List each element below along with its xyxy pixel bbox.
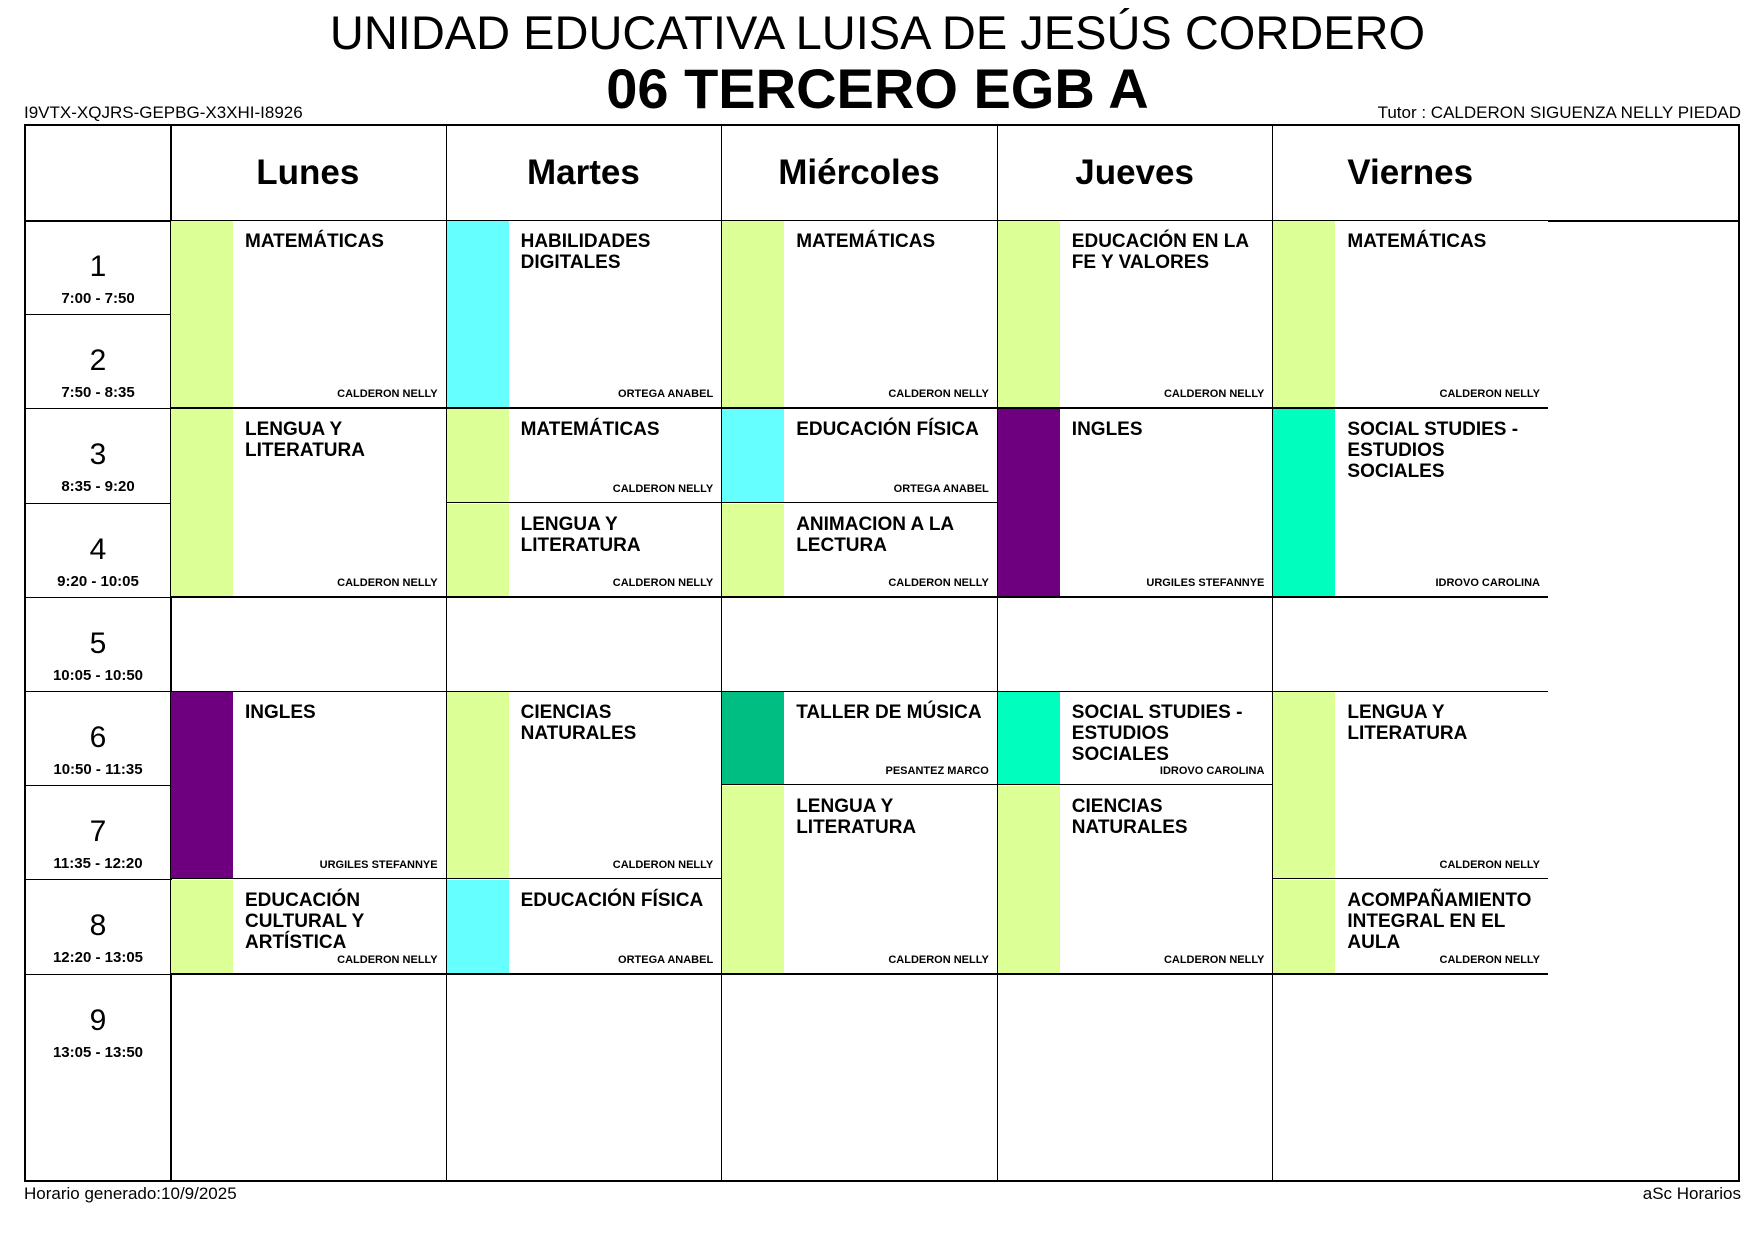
lesson-subject: LENGUA Y LITERATURA [520, 513, 641, 556]
lesson-teacher: CALDERON NELLY [1163, 388, 1265, 401]
subject-color-stripe [447, 880, 509, 972]
lesson-teacher: IDROVO CAROLINA [1159, 765, 1265, 778]
subject-color-stripe [722, 786, 784, 972]
subject-color-stripe [998, 409, 1060, 595]
period-time: 10:05 - 10:50 [52, 666, 144, 684]
row-divider [26, 785, 170, 786]
subject-color-stripe [171, 692, 233, 878]
row-divider [26, 691, 170, 692]
row-divider [26, 879, 170, 880]
lesson-card[interactable] [1273, 221, 1548, 408]
period-number: 3 [89, 438, 107, 472]
subject-color-stripe [722, 692, 784, 784]
lesson-subject: MATEMÁTICAS [1347, 231, 1487, 252]
lesson-card[interactable] [998, 221, 1273, 408]
subject-color-stripe [171, 221, 233, 407]
lesson-card[interactable] [171, 409, 446, 596]
lesson-teacher: CALDERON NELLY [337, 953, 438, 966]
subject-color-stripe [722, 221, 784, 407]
lesson-card[interactable] [722, 692, 997, 785]
period-number: 1 [89, 250, 107, 283]
period-number: 6 [89, 721, 107, 754]
subject-color-stripe [171, 409, 233, 595]
lesson-teacher: CALDERON NELLY [888, 388, 989, 401]
day-header-1: Martes [526, 153, 640, 192]
subject-color-stripe [998, 692, 1060, 784]
lesson-teacher: CALDERON NELLY [337, 576, 438, 589]
school-name: UNIDAD EDUCATIVA LUISA DE JESÚS CORDERO [329, 6, 1426, 59]
lesson-card[interactable] [447, 692, 722, 879]
subject-color-stripe [998, 221, 1060, 407]
row-divider [26, 597, 170, 598]
row-divider [26, 503, 170, 504]
lesson-subject: ACOMPAÑAMIENTO INTEGRAL EN EL AULA [1347, 890, 1532, 954]
lesson-card[interactable] [722, 786, 997, 973]
row-divider [170, 597, 1548, 598]
period-cell [26, 408, 170, 502]
lesson-card[interactable] [447, 504, 722, 597]
period-time: 11:35 - 12:20 [53, 855, 143, 873]
period-number: 4 [89, 532, 107, 566]
subject-color-stripe [1273, 692, 1335, 878]
lesson-teacher: ORTEGA ANABEL [618, 953, 714, 966]
subject-color-stripe [447, 504, 509, 596]
day-header-4: Viernes [1347, 153, 1474, 192]
lesson-subject: LENGUA Y LITERATURA [245, 419, 365, 462]
lesson-card[interactable] [722, 504, 997, 597]
period-number: 9 [89, 1003, 107, 1037]
period-cell [26, 503, 170, 597]
lesson-card[interactable] [171, 221, 446, 408]
lesson-subject: SOCIAL STUDIES - ESTUDIOS SOCIALES [1071, 702, 1243, 765]
lesson-subject: EDUCACIÓN EN LA FE Y VALORES [1071, 231, 1249, 273]
row-divider [26, 408, 170, 409]
lesson-card[interactable] [447, 221, 722, 408]
period-time: 7:00 - 7:50 [61, 290, 135, 307]
class-title: 06 TERCERO EGB A [606, 57, 1149, 120]
period-cell [26, 879, 170, 973]
lesson-teacher: CALDERON NELLY [612, 576, 714, 589]
generator-brand: aSc Horarios [1642, 1184, 1741, 1203]
lesson-teacher: CALDERON NELLY [612, 859, 714, 872]
lesson-card[interactable] [722, 221, 997, 408]
subject-color-stripe [1273, 221, 1335, 407]
lesson-subject: INGLES [1071, 419, 1143, 441]
period-time: 12:20 - 13:05 [52, 949, 144, 967]
lesson-subject: HABILIDADES DIGITALES [520, 231, 651, 273]
period-time: 13:05 - 13:50 [52, 1043, 144, 1061]
subject-color-stripe [447, 692, 509, 878]
generated-date: Horario generado:10/9/2025 [24, 1184, 237, 1203]
timetable-code: I9VTX-XQJRS-GEPBG-X3XHI-I8926 [24, 103, 303, 122]
day-header-2: Miércoles [778, 153, 940, 192]
lesson-teacher: CALDERON NELLY [1439, 859, 1540, 872]
subject-color-stripe [171, 880, 233, 972]
subject-color-stripe [447, 221, 509, 407]
lesson-card[interactable] [998, 786, 1273, 973]
period-number: 8 [89, 909, 107, 943]
lesson-teacher: URGILES STEFANNYE [1146, 576, 1265, 589]
lesson-subject: LENGUA Y LITERATURA [1347, 702, 1468, 744]
subject-color-stripe [1273, 880, 1335, 972]
subject-color-stripe [722, 409, 784, 501]
period-cell [26, 314, 170, 408]
lesson-card[interactable] [1273, 692, 1548, 879]
period-number: 2 [89, 344, 107, 378]
lesson-subject: TALLER DE MÚSICA [796, 702, 982, 723]
lesson-subject: INGLES [245, 702, 316, 723]
subject-color-stripe [1273, 409, 1335, 595]
lesson-teacher: CALDERON NELLY [1439, 953, 1540, 966]
subject-color-stripe [447, 409, 509, 501]
lesson-subject: LENGUA Y LITERATURA [796, 796, 917, 839]
lesson-teacher: CALDERON NELLY [337, 388, 438, 401]
lesson-teacher: CALDERON NELLY [888, 953, 989, 966]
period-time: 7:50 - 8:35 [61, 384, 135, 402]
lesson-subject: MATEMÁTICAS [520, 419, 660, 441]
period-number: 5 [89, 626, 107, 660]
period-cell [26, 597, 170, 691]
lesson-teacher: ORTEGA ANABEL [893, 482, 989, 495]
lesson-teacher: CALDERON NELLY [612, 482, 714, 495]
lesson-card[interactable] [447, 409, 722, 502]
lesson-subject: MATEMÁTICAS [245, 231, 384, 252]
lesson-card[interactable] [998, 692, 1273, 785]
period-time: 10:50 - 11:35 [53, 761, 143, 778]
lesson-card[interactable] [1273, 409, 1548, 596]
subject-color-stripe [722, 504, 784, 596]
period-time: 9:20 - 10:05 [57, 572, 139, 590]
lesson-subject: SOCIAL STUDIES - ESTUDIOS SOCIALES [1347, 419, 1519, 483]
lesson-teacher: CALDERON NELLY [888, 576, 989, 589]
lesson-card[interactable] [722, 409, 997, 502]
period-cell [26, 691, 170, 785]
timetable-grid [24, 124, 1740, 1182]
tutor-label: Tutor : CALDERON SIGUENZA NELLY PIEDAD [1377, 103, 1741, 122]
row-divider [170, 974, 1548, 975]
period-cell [26, 220, 170, 314]
row-divider [26, 974, 170, 975]
lesson-subject: EDUCACIÓN FÍSICA [796, 419, 979, 441]
subject-color-stripe [998, 786, 1060, 972]
lesson-subject: EDUCACIÓN CULTURAL Y ARTÍSTICA [245, 890, 364, 954]
lesson-subject: CIENCIAS NATURALES [1071, 796, 1188, 839]
lesson-card[interactable] [171, 880, 446, 973]
lesson-teacher: IDROVO CAROLINA [1435, 576, 1540, 589]
day-header-0: Lunes [256, 153, 360, 192]
lesson-teacher: CALDERON NELLY [1163, 953, 1265, 966]
lesson-card[interactable] [171, 692, 446, 879]
row-divider [26, 314, 170, 315]
period-cell [26, 974, 170, 1068]
lesson-card[interactable] [447, 880, 722, 973]
lesson-subject: MATEMÁTICAS [796, 231, 936, 252]
period-time: 8:35 - 9:20 [61, 478, 135, 496]
lesson-teacher: CALDERON NELLY [1439, 388, 1540, 401]
lesson-teacher: ORTEGA ANABEL [618, 388, 714, 401]
lesson-card[interactable] [1273, 880, 1548, 973]
lesson-teacher: URGILES STEFANNYE [319, 859, 438, 872]
lesson-subject: EDUCACIÓN FÍSICA [520, 890, 704, 912]
period-cell [26, 785, 170, 879]
day-header-3: Jueves [1075, 153, 1194, 192]
lesson-subject: ANIMACION A LA LECTURA [796, 513, 954, 556]
period-number: 7 [89, 815, 107, 849]
lesson-teacher: PESANTEZ MARCO [885, 765, 989, 778]
lesson-subject: CIENCIAS NATURALES [520, 702, 637, 744]
lesson-card[interactable] [998, 409, 1273, 596]
